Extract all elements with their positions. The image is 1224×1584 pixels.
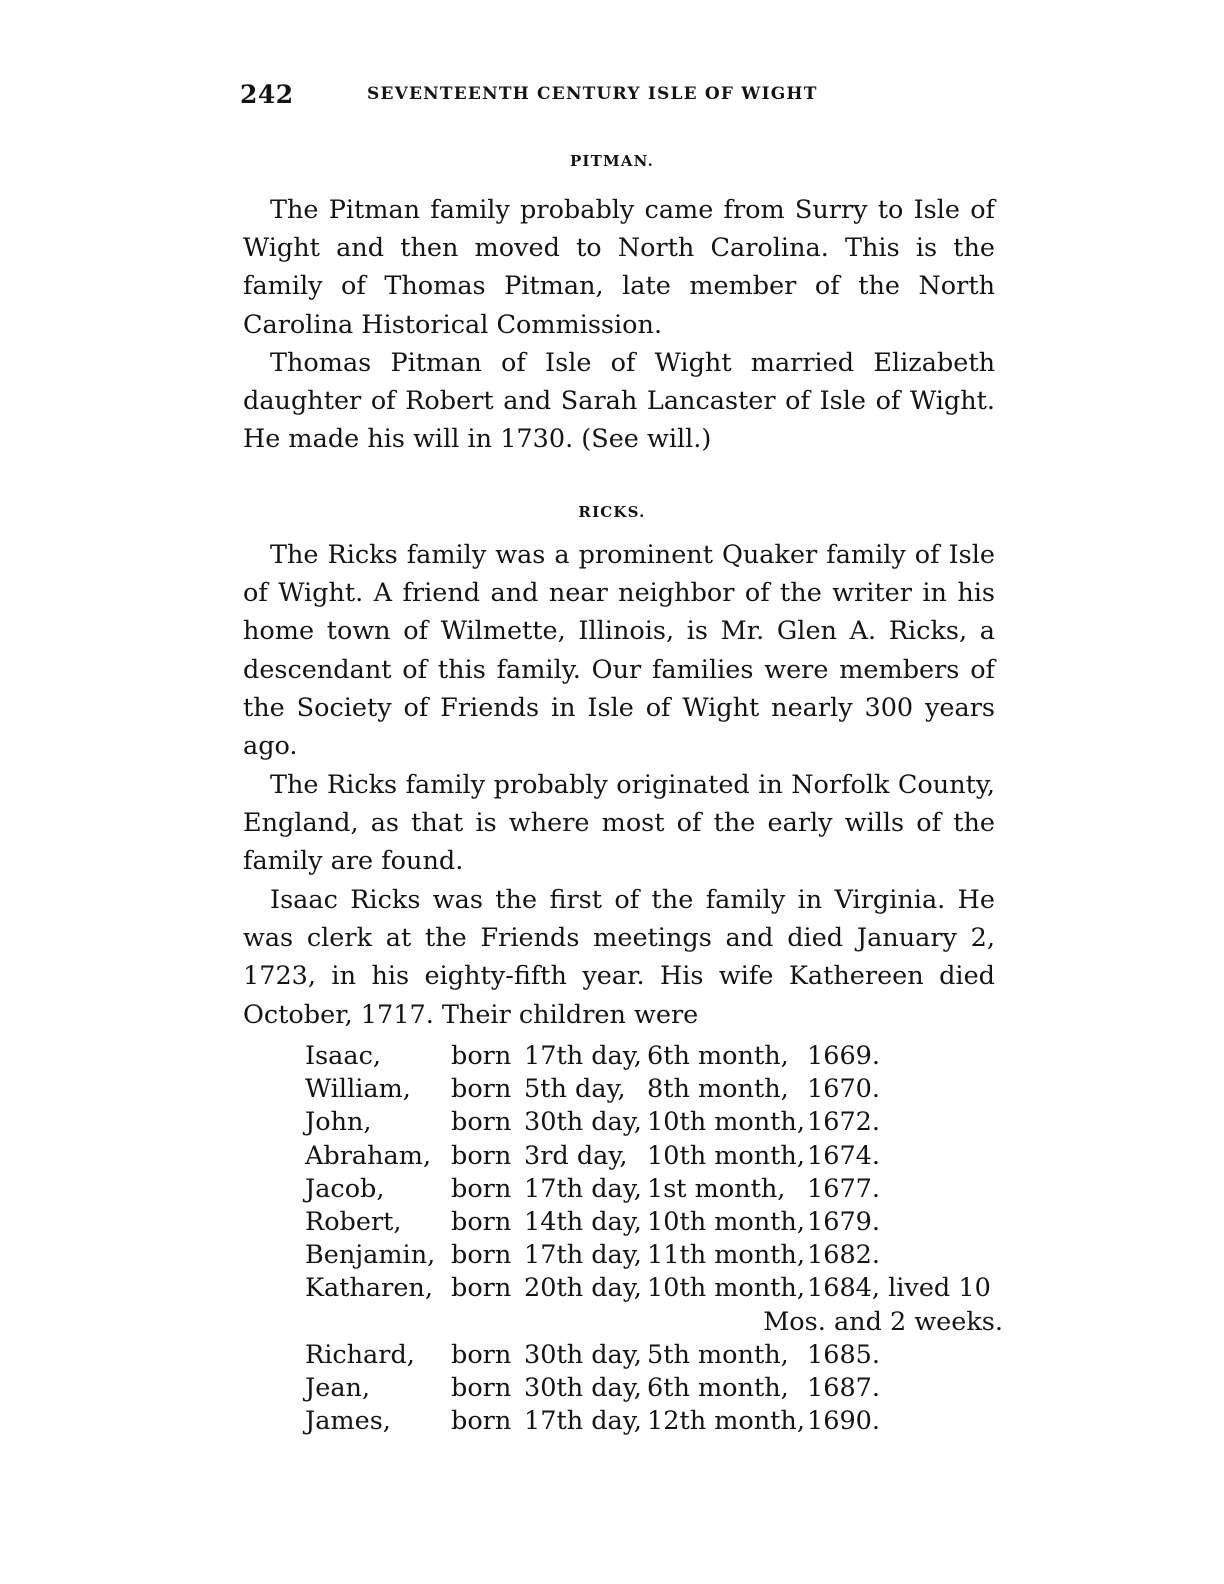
child-name: William,: [305, 1074, 411, 1105]
paragraph-pitman-marriage: Thomas Pitman of Isle of Wight married Elizabeth daughter of Robert and Sarah Lancaster of Isle of Wight. He made his will in 1730. (See will.): [243, 348, 995, 455]
born-word: born: [451, 1273, 512, 1304]
birth-day: 17th day,: [524, 1406, 642, 1437]
child-name: Robert,: [305, 1206, 402, 1237]
list-item: [305, 1339, 1005, 1372]
list-item: [305, 1073, 1005, 1106]
born-word: born: [451, 1140, 512, 1171]
paragraph-isaac-ricks: Isaac Ricks was the first of the family in Virginia. He was clerk at the Friends meetings and died January 2, 1723, in his eighty-fifth year. His wife Kathereen died October, 1717. Their children were: [243, 885, 995, 1030]
list-item: [305, 1239, 1005, 1272]
section-heading-ricks: RICKS.: [578, 503, 646, 521]
birth-month: 1st month,: [647, 1173, 786, 1204]
list-item: [305, 1372, 1005, 1405]
birth-day: 14th day,: [524, 1206, 642, 1237]
birth-month: 5th month,: [647, 1339, 789, 1370]
born-word: born: [451, 1074, 512, 1105]
birth-year: 1677.: [807, 1173, 881, 1204]
birth-year: 1670.: [807, 1074, 881, 1105]
birth-day: 3rd day,: [524, 1140, 628, 1171]
paragraph-ricks-quaker: The Ricks family was a prominent Quaker family of Isle of Wight. A friend and near neighbor of the writer in his home town of Wilmette, Illinois, is Mr. Glen A. Ricks, a descendant of this family. Our families were members of the Society of Friends in Isle of Wight nearly 300 years ago.: [243, 540, 995, 762]
child-name: Jacob,: [305, 1173, 385, 1204]
birth-day: 17th day,: [524, 1173, 642, 1204]
list-item-continuation: Mos. and 2 weeks.: [763, 1306, 1003, 1337]
child-name: Abraham,: [305, 1140, 432, 1171]
born-word: born: [451, 1041, 512, 1071]
born-word: born: [451, 1107, 512, 1138]
running-title: SEVENTEENTH CENTURY ISLE OF WIGHT: [367, 84, 818, 104]
birth-month: 11th month,: [647, 1240, 805, 1271]
running-head: [240, 80, 920, 112]
list-item: [305, 1206, 1005, 1239]
birth-month: 12th month,: [647, 1406, 805, 1437]
born-word: born: [451, 1240, 512, 1271]
birth-year: 1679.: [807, 1206, 881, 1237]
child-name: Jean,: [305, 1372, 371, 1403]
list-item: [305, 1040, 1005, 1073]
born-word: born: [451, 1372, 512, 1403]
birth-month: 10th month,: [647, 1206, 805, 1237]
birth-year: 1687.: [807, 1372, 881, 1403]
birth-month: 10th month,: [647, 1140, 805, 1171]
page-number: 242: [240, 80, 294, 109]
born-word: born: [451, 1206, 512, 1237]
child-name: Richard,: [305, 1339, 415, 1370]
birth-year: 1672.: [807, 1107, 881, 1138]
list-item: [305, 1405, 1005, 1438]
birth-month: 8th month,: [647, 1074, 789, 1105]
children-list: [305, 1040, 1005, 1438]
birth-month: 6th month,: [647, 1041, 789, 1071]
child-name: Benjamin,: [305, 1240, 436, 1271]
born-word: born: [451, 1406, 512, 1437]
birth-year: 1682.: [807, 1240, 881, 1271]
born-word: born: [451, 1173, 512, 1204]
birth-day: 17th day,: [524, 1240, 642, 1271]
list-item: [305, 1173, 1005, 1206]
birth-day: 30th day,: [524, 1339, 642, 1370]
birth-day: 5th day,: [524, 1074, 626, 1105]
birth-month: 10th month,: [647, 1107, 805, 1138]
list-item: [305, 1140, 1005, 1173]
born-word: born: [451, 1339, 512, 1370]
birth-year: 1674.: [807, 1140, 881, 1171]
paragraph-pitman-origin: The Pitman family probably came from Surry to Isle of Wight and then moved to North Carolina. This is the family of Thomas Pitman, late member of the North Carolina Historical Commission.: [243, 195, 995, 340]
birth-day: 30th day,: [524, 1107, 642, 1138]
birth-day: 20th day,: [524, 1273, 642, 1304]
list-item: [305, 1106, 1005, 1139]
paragraph-ricks-origin: The Ricks family probably originated in Norfolk County, England, as that is where most of the early wills of the family are found.: [243, 770, 995, 877]
birth-year: 1690.: [807, 1406, 881, 1437]
birth-year: 1685.: [807, 1339, 881, 1370]
child-name: James,: [305, 1406, 391, 1437]
birth-year: 1669.: [807, 1041, 881, 1071]
child-name: John,: [305, 1107, 372, 1138]
list-item: [305, 1272, 1005, 1305]
section-heading-pitman: PITMAN.: [569, 152, 655, 170]
birth-day: 30th day,: [524, 1372, 642, 1403]
child-name: Katharen,: [305, 1273, 433, 1304]
child-name: Isaac,: [305, 1041, 381, 1071]
birth-month: 10th month,: [647, 1273, 805, 1304]
birth-year: 1684, lived 10: [807, 1273, 991, 1304]
birth-day: 17th day,: [524, 1041, 642, 1071]
birth-month: 6th month,: [647, 1372, 789, 1403]
